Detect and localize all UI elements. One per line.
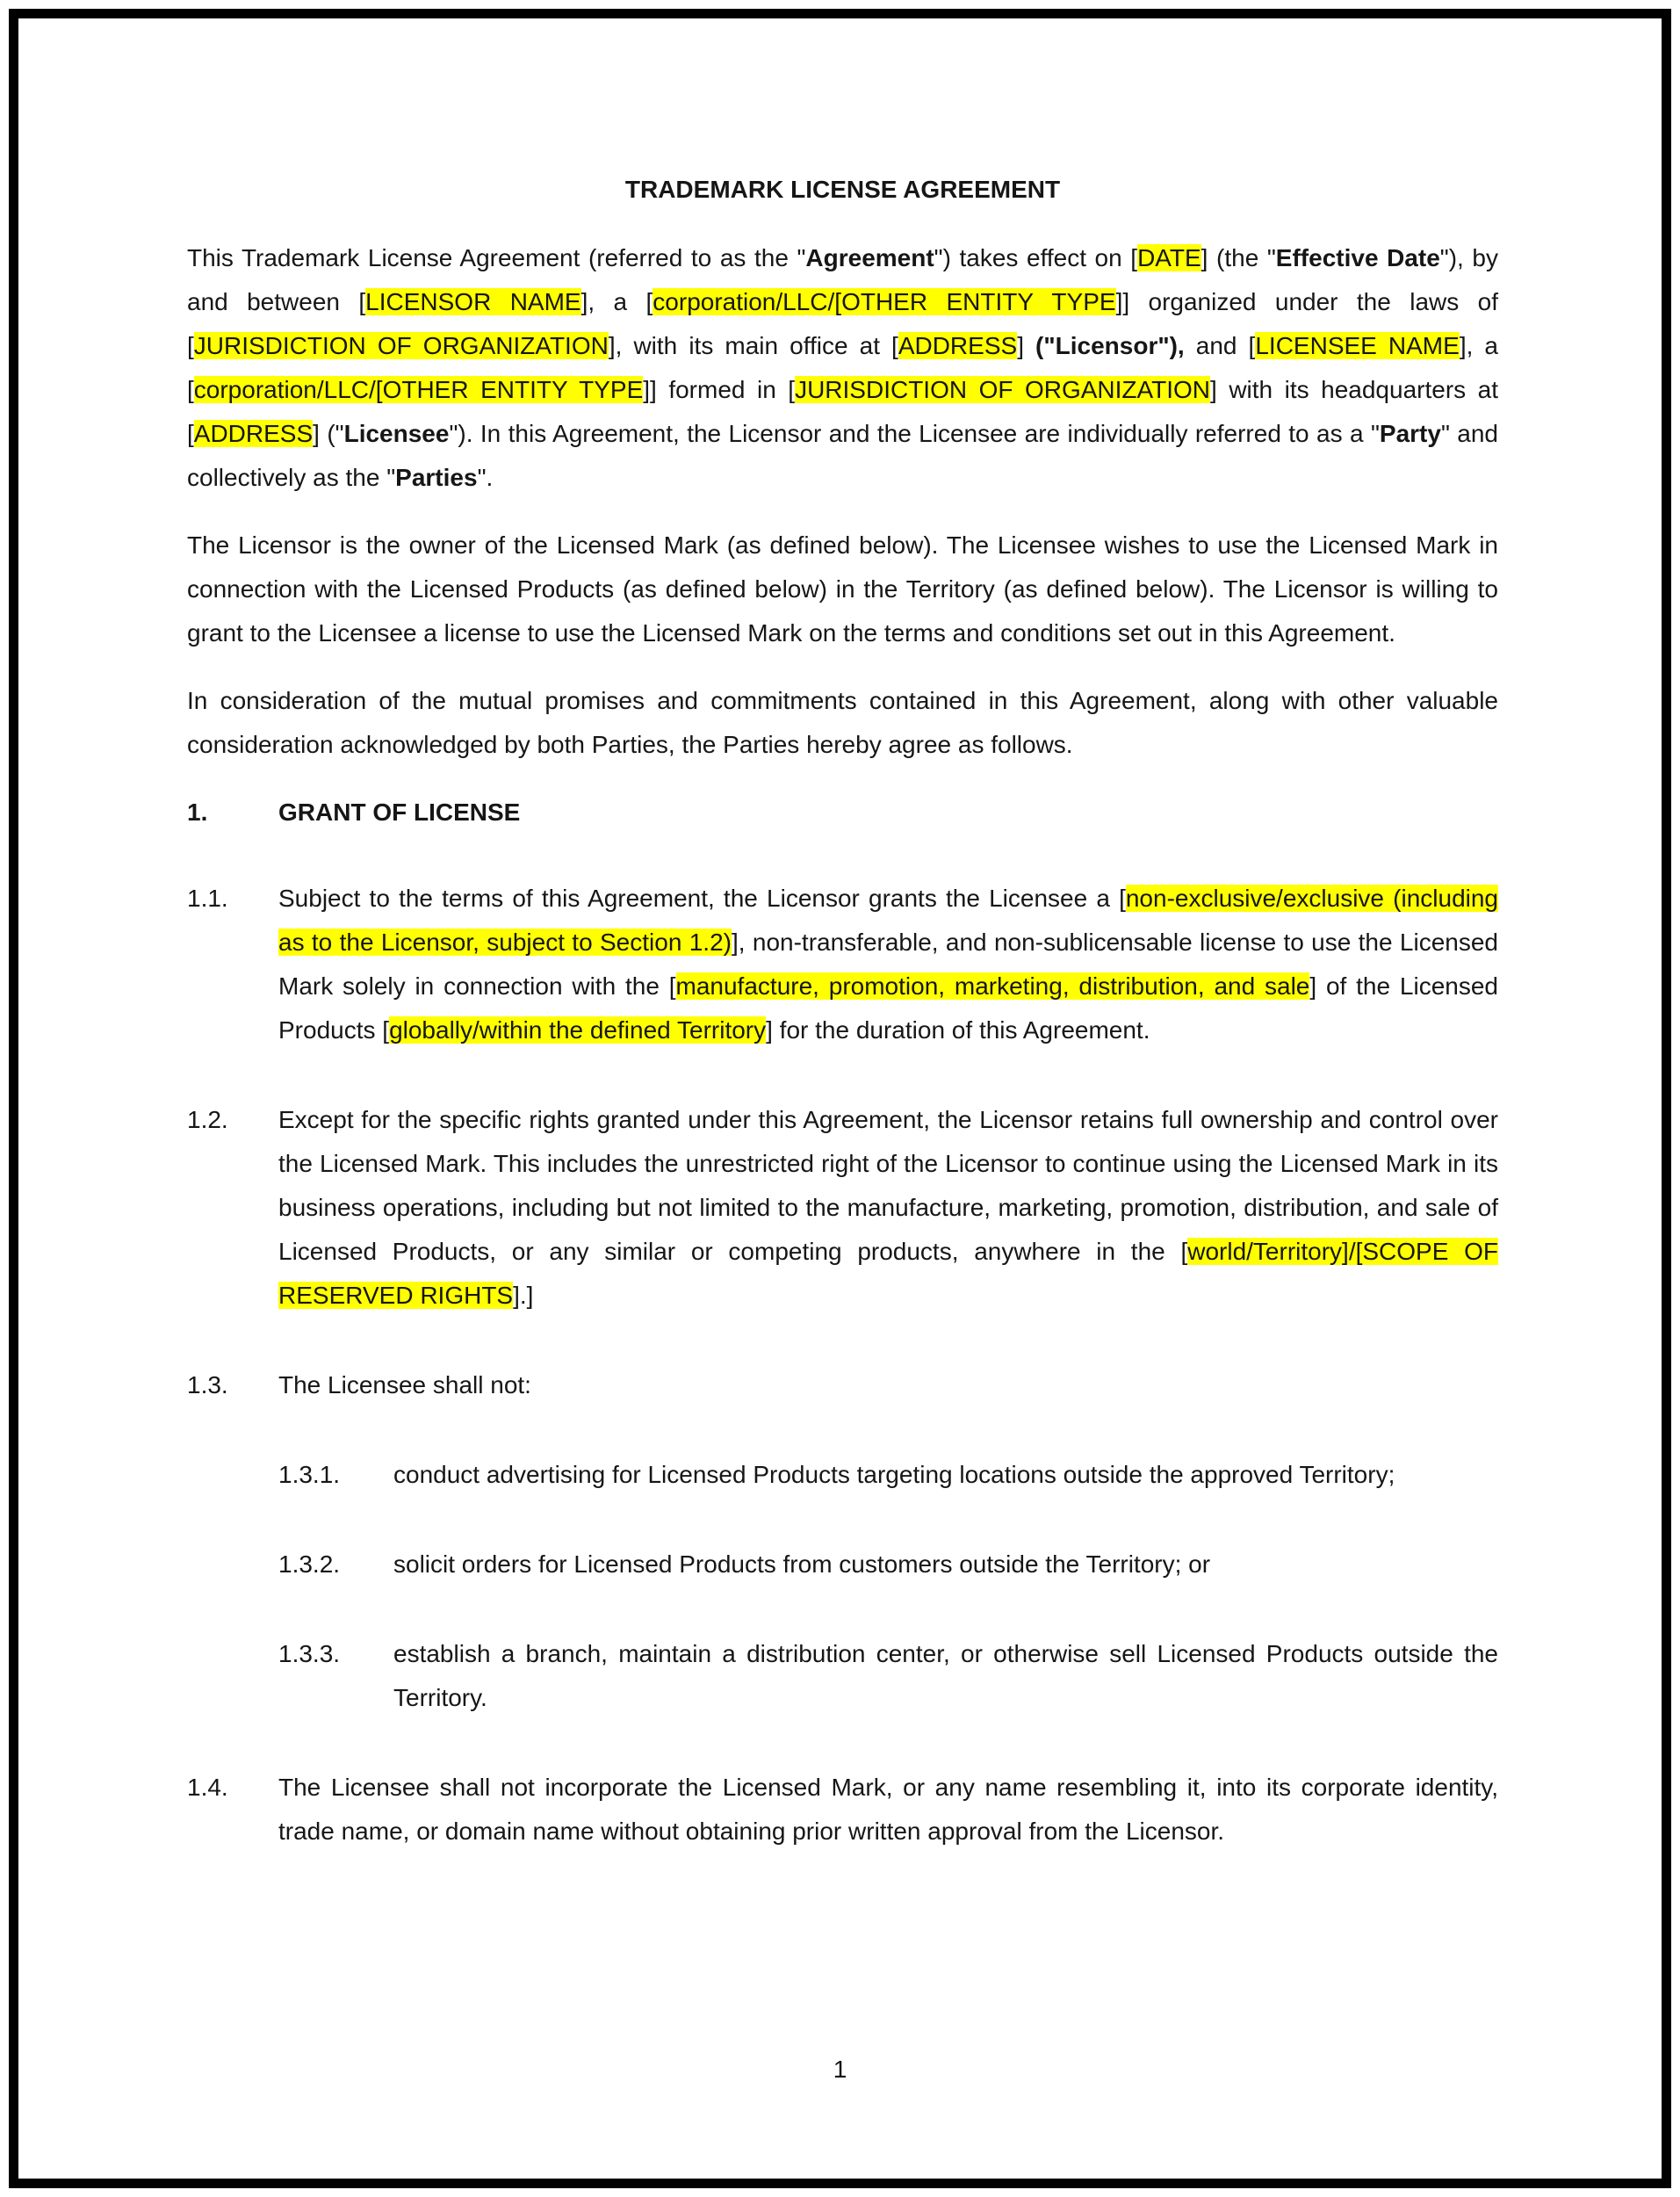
clause-text <box>278 877 1498 1052</box>
section-heading <box>187 791 1498 835</box>
text-run: ] for the duration of this Agreement. <box>766 1016 1150 1044</box>
highlighted-placeholder: LICENSEE NAME <box>1255 332 1460 359</box>
text-run: The Licensee shall not: <box>278 1371 531 1398</box>
page-number: 1 <box>833 2056 847 2083</box>
text-run: ] <box>1017 332 1036 359</box>
numbered-clause <box>187 1363 1498 1407</box>
clause-text <box>278 1363 1498 1407</box>
highlighted-placeholder: globally/within the defined Territory <box>389 1016 767 1044</box>
text-run: ("Licensor"), <box>1035 332 1185 359</box>
clause-number: 1.2. <box>187 1106 228 1133</box>
text-run: In consideration of the mutual promises and commitments contained in this Agreement, along with other valuable consideration acknowledged by both Parties, the Parties hereby agree as follows. <box>187 687 1498 758</box>
document-body <box>187 236 1498 1854</box>
text-run: ]] organized under the laws of [ <box>187 288 1498 359</box>
clause-text <box>393 1543 1498 1586</box>
numbered-clause <box>187 1543 1498 1586</box>
paragraph <box>187 236 1498 500</box>
clause-number: 1.1. <box>187 885 228 912</box>
clause-text <box>393 1453 1498 1497</box>
clause-number: 1.4. <box>187 1774 228 1801</box>
text-run: ] of the Licensed Products [ <box>278 972 1498 1044</box>
text-run: ], a [ <box>187 332 1499 403</box>
text-run: This Trademark License Agreement (referred to as the " <box>187 244 806 271</box>
text-run: The Licensee shall not incorporate the Licensed Mark, or any name resembling it, into its corporate identity, trade name, or domain name without obtaining prior written approval from the Licensor. <box>278 1774 1498 1845</box>
numbered-clause <box>187 877 1498 1052</box>
text-run: "). In this Agreement, the Licensor and the Licensee are individually referred to as a " <box>449 420 1380 447</box>
highlighted-placeholder: world/Territory]/[SCOPE OF RESERVED RIGHTS <box>278 1238 1498 1309</box>
text-run: " and collectively as the " <box>187 420 1499 491</box>
text-run: Licensee <box>343 420 450 447</box>
text-run: and [ <box>1184 332 1256 359</box>
clause-text <box>278 791 1498 835</box>
text-run: ], with its main office at [ <box>608 332 898 359</box>
highlighted-placeholder: manufacture, promotion, marketing, distribution, and sale <box>675 972 1310 1000</box>
clause-number: 1.3.2. <box>278 1550 341 1578</box>
highlighted-placeholder: JURISDICTION OF ORGANIZATION <box>193 332 609 359</box>
text-run: Effective Date <box>1275 244 1440 271</box>
highlighted-placeholder: JURISDICTION OF ORGANIZATION <box>795 376 1211 403</box>
text-run: Except for the specific rights granted under this Agreement, the Licensor retains full ownership and control over the Licensed Mark. This includes the unrestricted right of the Licensor to continue using the Licensed Mark in its business operations, including but not limited to the manufacture, marketing, promotion, distribution, and sale of Licensed Products, or any similar or competing products, anywhere in the [ <box>278 1106 1498 1265</box>
highlighted-placeholder: non-exclusive/exclusive (including as to the Licensor, subject to Section 1.2) <box>278 885 1499 956</box>
highlighted-placeholder: LICENSOR NAME <box>365 288 581 315</box>
text-run: conduct advertising for Licensed Products targeting locations outside the approved Territory; <box>393 1461 1395 1488</box>
highlighted-placeholder: ADDRESS <box>193 420 314 447</box>
text-run: establish a branch, maintain a distribution center, or otherwise sell Licensed Products outside the Territory. <box>393 1640 1498 1711</box>
clause-number: 1. <box>187 799 208 826</box>
text-run: ] with its headquarters at [ <box>187 376 1498 447</box>
text-run: GRANT OF LICENSE <box>278 799 521 826</box>
highlighted-placeholder: DATE <box>1137 244 1201 271</box>
document-title: TRADEMARK LICENSE AGREEMENT <box>624 176 1061 203</box>
clause-text <box>278 1098 1498 1318</box>
clause-number: 1.3.3. <box>278 1640 341 1667</box>
clause-text <box>278 1766 1498 1854</box>
clause-number: 1.3. <box>187 1371 228 1398</box>
text-run: ". <box>477 464 494 491</box>
text-run: solicit orders for Licensed Products from customers outside the Territory; or <box>393 1550 1211 1578</box>
paragraph <box>187 524 1498 655</box>
text-run: Agreement <box>805 244 934 271</box>
text-run: Subject to the terms of this Agreement, the Licensor grants the Licensee a [ <box>278 885 1126 912</box>
clause-number: 1.3.1. <box>278 1461 341 1488</box>
text-run: ].] <box>513 1282 534 1309</box>
numbered-clause <box>187 1766 1498 1854</box>
text-run: The Licensor is the owner of the Licensed Mark (as defined below). The Licensee wishes to use the Licensed Mark in connection with the Licensed Products (as defined below) in the Territory (as defined below). The Licensor is willing to grant to the Licensee a license to use the Licensed Mark on the terms and conditions set out in this Agreement. <box>187 531 1498 647</box>
text-run: ], non-transferable, and non-sublicensable license to use the Licensed Mark solely in connection with the [ <box>278 929 1498 1000</box>
highlighted-placeholder: corporation/LLC/[OTHER ENTITY TYPE <box>653 288 1116 315</box>
text-run: Parties <box>395 464 478 491</box>
clause-text <box>393 1632 1498 1720</box>
text-run: ] (the " <box>1201 244 1276 271</box>
page-content <box>18 18 1662 1854</box>
numbered-clause <box>187 1632 1498 1720</box>
text-run: ], a [ <box>580 288 653 315</box>
numbered-clause <box>187 1453 1498 1497</box>
text-run: "), by and between [ <box>187 244 1498 315</box>
numbered-clause <box>187 1098 1498 1318</box>
text-run: ] (" <box>313 420 344 447</box>
text-run: ") takes effect on [ <box>934 244 1138 271</box>
highlighted-placeholder: ADDRESS <box>898 332 1018 359</box>
paragraph <box>187 679 1498 767</box>
highlighted-placeholder: corporation/LLC/[OTHER ENTITY TYPE <box>193 376 644 403</box>
page-border-frame <box>9 9 1671 2188</box>
text-run: ]] formed in [ <box>643 376 796 403</box>
text-run: Party <box>1379 420 1441 447</box>
